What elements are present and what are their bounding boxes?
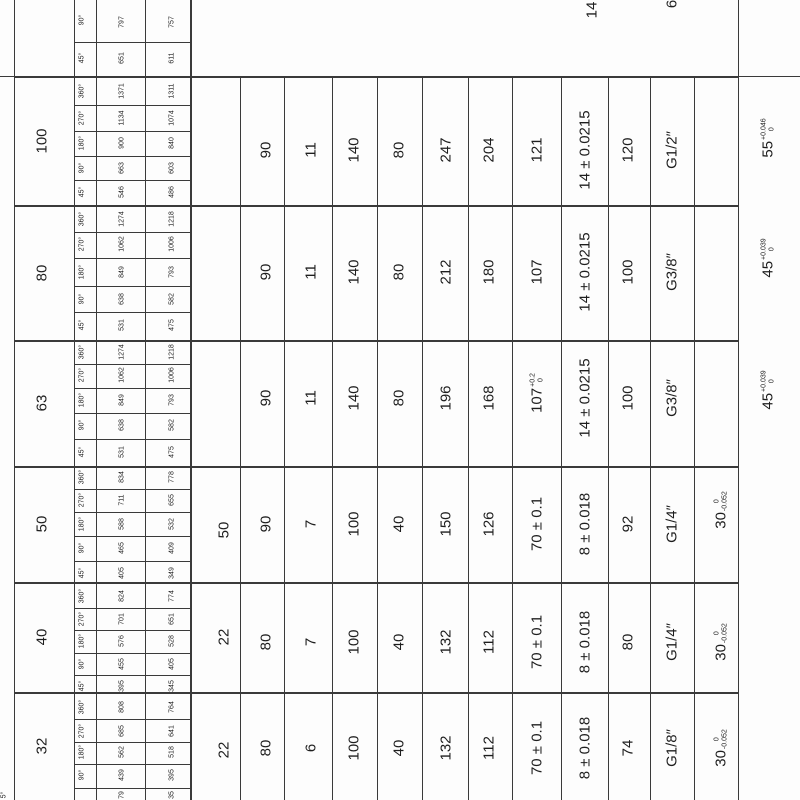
dimension-value-text: 8 ± 0.018 [576,716,594,780]
grid-line-h [74,42,190,43]
angle-label-text: 90° [78,542,86,554]
dimension-value-text: 180 [480,259,498,285]
torque-value-a-text: 797 [118,16,126,28]
grid-line-h [74,439,190,440]
grid-line-h [74,630,190,631]
dimension-value-text: 80 [390,141,408,159]
size-label-text: 40 [33,628,51,646]
grid-line-h [74,105,190,106]
torque-value-b-text: 1218 [168,211,176,227]
angle-label-text: 45° [78,446,86,458]
dimension-value-text: 120 [619,137,637,163]
grid-line-h [74,232,190,233]
torque-value-b-text: 409 [168,542,176,554]
edge-fragment-text: 6 [663,0,681,9]
tolerance-stack: +0.046 0 [760,118,776,140]
angle-label-text: 270° [78,236,86,252]
dimension-value-text: 90 [257,515,275,533]
torque-value-b-text: 757 [168,16,176,28]
angle-label-text: 90° [78,162,86,174]
grid-line-h [74,561,190,562]
grid-line-h [74,258,190,259]
angle-label-text: 90° [78,419,86,431]
grid-line-h [74,489,190,490]
dimension-value-text: 14 ± 0.0215 [576,232,594,312]
torque-value-a-text: 531 [118,446,126,458]
torque-value-a-text: 638 [118,419,126,431]
angle-label-text: 45° [78,680,86,692]
torque-value-a-text: 546 [118,186,126,198]
dimension-value-text: 112 [480,630,498,654]
torque-value-b-text: 345 [168,680,176,692]
dimension-value-text: 45 +0.039 0 [759,238,777,278]
angle-label-text: 180° [78,633,86,649]
grid-line-h [14,205,738,207]
grid-line-h [74,675,190,676]
dimension-value-text: 132 [437,629,455,655]
tolerance-stack: 0 -0.052 [713,491,729,512]
torque-value-a-text: 588 [118,518,126,530]
dimension-value-text: 100 [345,629,363,655]
grid-line-h [74,512,190,513]
dimension-value-text: 11 [302,142,320,158]
grid-line-h [14,340,738,342]
grid-line-h [14,582,738,584]
dimension-value-text: 90 [257,263,275,281]
size-label-text: 32 [33,737,51,755]
grid-line-h [74,788,190,789]
torque-value-b-text: 611 [168,52,176,64]
dimension-value-text: 11 [302,390,320,406]
dimension-value-text: 204 [480,137,498,163]
torque-value-a-text: 1062 [118,236,126,252]
dimension-value-text: 14 ± 0.0215 [576,358,594,438]
grid-line-h [74,764,190,765]
grid-line-v [14,0,15,800]
torque-value-a-text: 711 [118,494,126,506]
torque-value-b-text: 405 [168,658,176,670]
angle-label-text: 270° [78,611,86,627]
angle-label-text: 45° [78,186,86,198]
grid-line-v [190,0,192,800]
dimension-value-text: 150 [437,511,455,537]
angle-label-text: 180° [78,516,86,532]
torque-value-a-text: 465 [118,542,126,554]
dimension-value-text: 30 0 -0.052 [712,623,730,661]
torque-value-b-text: 1006 [168,236,176,252]
dimension-value-text: 112 [480,736,498,760]
angle-label-text: 270° [78,492,86,508]
grid-line-h [738,76,800,77]
grid-line-h [74,742,190,743]
tolerance-stack: +0.039 0 [760,238,776,260]
grid-line-h [74,719,190,720]
torque-value-a-text: 1371 [118,83,126,99]
torque-value-b-text: 764 [168,701,176,713]
grid-line-h [74,536,190,537]
dimension-value-text: 121 [528,137,546,163]
dimension-value-text: 70 ± 0.1 [528,720,546,776]
dimension-value-text: 11 [302,264,320,280]
size-label-text: 80 [33,264,51,282]
dimension-value-text: 22 [215,741,233,759]
size-label-text: 100 [33,128,51,154]
dimension-value-text: 126 [480,511,498,537]
grid-line-h [74,388,190,389]
torque-value-a-text: 685 [118,725,126,737]
torque-value-a-text: 1134 [118,110,126,126]
dimension-value-text: 90 [257,141,275,159]
dimension-value-text: 80 [257,739,275,757]
torque-value-b-text: 793 [168,394,176,406]
angle-label-text: 90° [78,769,86,781]
edge-fragment-text: 14 [583,1,601,19]
dimension-value-text: 196 [437,385,455,411]
dimension-value-text: 247 [437,137,455,163]
grid-line-h [74,413,190,414]
angle-label-text: 360° [78,588,86,604]
grid-line-h [14,76,738,78]
torque-value-b-text: 528 [168,635,176,647]
angle-label-text: 90° [78,658,86,670]
dimension-value-text: 80 [390,389,408,407]
edge-fragment-text: 79 [118,791,126,799]
angle-label-text: 180° [78,264,86,280]
torque-value-a-text: 663 [118,162,126,174]
grid-line-v [74,0,75,800]
torque-value-a-text: 1274 [118,211,126,227]
torque-value-b-text: 475 [168,319,176,331]
dimension-value-text: G1/4″ [663,505,681,543]
grid-line-h [74,312,190,313]
dimension-value-text: 40 [390,633,408,651]
dimension-value-text: 74 [619,739,637,757]
dimension-value-text: 140 [345,259,363,285]
dimension-value-text: 80 [390,263,408,281]
dimension-value-text: 107 +0.2 0 [528,373,546,413]
tolerance-stack: +0.039 0 [760,370,776,392]
grid-line-v [738,0,739,800]
dimension-value-text: 132 [437,735,455,761]
angle-label-text: 360° [78,83,86,99]
dimension-value-text: 90 [257,389,275,407]
angle-label-text: 45° [78,319,86,331]
tolerance-stack: 0 -0.052 [713,623,729,644]
grid-line-h [74,131,190,132]
grid-line-h [74,156,190,157]
angle-label-text: 360° [78,699,86,715]
dimension-value-text: 80 [257,633,275,651]
torque-value-b-text: 1074 [168,110,176,126]
dimension-value-text: G1/4″ [663,623,681,661]
dimension-value-text: 70 ± 0.1 [528,496,546,552]
edge-fragment-text: 5° [0,791,8,799]
angle-label-text: 360° [78,344,86,360]
dimension-value-text: G1/2″ [663,131,681,169]
torque-value-b-text: 475 [168,446,176,458]
torque-value-a-text: 808 [118,701,126,713]
angle-label-text: 180° [78,135,86,151]
torque-value-a-text: 900 [118,137,126,149]
dimension-value-text: 30 0 -0.052 [712,491,730,529]
grid-line-h [14,466,738,468]
dimension-value-text: 40 [390,739,408,757]
dimension-value-text: 100 [345,735,363,761]
grid-line-h [190,466,240,467]
torque-value-a-text: 638 [118,293,126,305]
grid-line-h [0,76,14,77]
dimension-value-text: 50 [215,521,233,539]
dimension-value-text: 55 +0.046 0 [759,118,777,158]
torque-value-b-text: 582 [168,419,176,431]
dimension-value-text: 107 [528,259,546,285]
grid-line-h [74,653,190,654]
dimension-value-text: 92 [619,515,637,533]
dimension-value-text: 100 [619,385,637,411]
torque-value-a-text: 824 [118,590,126,602]
torque-value-b-text: 651 [168,613,176,625]
torque-value-a-text: 439 [118,769,126,781]
dimension-value-text: 8 ± 0.018 [576,492,594,556]
dimension-value-text: 7 [302,519,320,529]
torque-value-b-text: 518 [168,746,176,758]
grid-line-h [74,180,190,181]
torque-value-b-text: 641 [168,725,176,737]
torque-value-a-text: 1274 [118,344,126,360]
torque-value-b-text: 1218 [168,344,176,360]
angle-label-text: 360° [78,469,86,485]
torque-value-a-text: 651 [118,52,126,64]
angle-label-text: 270° [78,723,86,739]
dimension-value-text: 22 [215,628,233,646]
angle-label-text: 270° [78,367,86,383]
dimension-value-text: 100 [619,259,637,285]
angle-label-text: 270° [78,110,86,126]
angle-label-text: 90° [78,14,86,26]
torque-value-a-text: 849 [118,266,126,278]
grid-line-v [96,0,97,800]
torque-value-a-text: 562 [118,746,126,758]
torque-value-b-text: 1006 [168,367,176,383]
dimension-value-text: 30 0 -0.052 [712,729,730,767]
size-label-text: 63 [33,394,51,412]
dimension-value-text: 8 ± 0.018 [576,610,594,674]
torque-value-b-text: 840 [168,137,176,149]
torque-value-a-text: 455 [118,658,126,670]
torque-value-a-text: 576 [118,635,126,647]
dimension-value-text: 45 +0.039 0 [759,370,777,410]
torque-value-b-text: 582 [168,293,176,305]
torque-value-b-text: 778 [168,471,176,483]
dimension-value-text: 14 ± 0.0215 [576,110,594,190]
dimension-value-text: 140 [345,137,363,163]
dimension-value-text: 100 [345,511,363,537]
torque-value-a-text: 834 [118,471,126,483]
grid-line-h [74,286,190,287]
angle-label-text: 180° [78,744,86,760]
grid-line-h [14,692,738,694]
dimension-value-text: 212 [437,259,455,285]
dimension-value-text: 140 [345,385,363,411]
size-label-text: 50 [33,515,51,533]
torque-value-b-text: 603 [168,162,176,174]
torque-value-b-text: 774 [168,590,176,602]
dimension-value-text: G1/8″ [663,729,681,767]
torque-value-a-text: 701 [118,613,126,625]
angle-label-text: 360° [78,211,86,227]
torque-value-b-text: 1311 [168,83,176,99]
tolerance-stack: 0 -0.052 [713,729,729,750]
dimension-value-text: 7 [302,637,320,647]
angle-label-text: 90° [78,293,86,305]
dimension-value-text: 40 [390,515,408,533]
dimension-value-text: G3/8″ [663,253,681,291]
edge-fragment-text: 35 [168,791,176,799]
torque-value-a-text: 849 [118,394,126,406]
torque-value-a-text: 395 [118,680,126,692]
grid-line-h [74,608,190,609]
grid-line-h [74,364,190,365]
dimension-value-text: 6 [302,743,320,753]
torque-value-a-text: 531 [118,319,126,331]
torque-value-b-text: 793 [168,266,176,278]
torque-value-b-text: 532 [168,518,176,530]
dimension-value-text: 80 [619,633,637,651]
angle-label-text: 180° [78,392,86,408]
dimension-value-text: G3/8″ [663,379,681,417]
angle-label-text: 45° [78,52,86,64]
dimension-value-text: 168 [480,385,498,411]
torque-value-b-text: 349 [168,567,176,579]
dimension-value-text: 70 ± 0.1 [528,614,546,670]
torque-value-b-text: 655 [168,494,176,506]
grid-line-v [145,0,146,800]
torque-value-b-text: 486 [168,186,176,198]
torque-value-b-text: 395 [168,769,176,781]
tolerance-stack: +0.2 0 [529,373,545,387]
angle-label-text: 45° [78,567,86,579]
torque-value-a-text: 405 [118,567,126,579]
torque-value-a-text: 1062 [118,367,126,383]
